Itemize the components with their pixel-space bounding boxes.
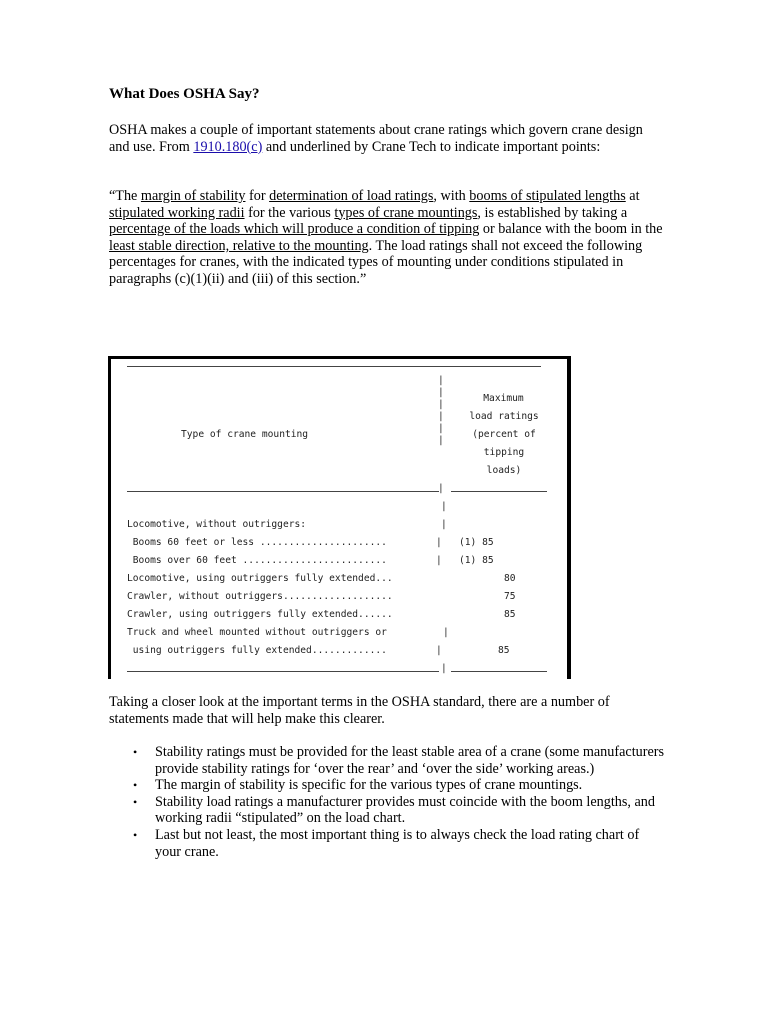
quote-underlined-term: determination of load ratings [269,188,434,204]
bullet-icon: • [133,745,138,759]
quote-text: , with [433,188,470,204]
table-rule [127,366,541,367]
column-header-ratings-line: tipping [483,447,525,458]
table-row-value: 85 [504,609,516,620]
bullet-icon: • [133,794,138,809]
table-row-value: 85 [498,645,510,656]
column-separator: | [436,645,442,656]
column-separator: | | | | | | [438,375,444,446]
page-title: What Does OSHA Say? [109,86,260,102]
load-rating-table [108,356,571,679]
list-item-text: Stability ratings must be provided for the least stable area of a crane (some manufacturers provide stability ratings for ‘over the rear’ and ‘over the side’ working areas.) [155,744,664,777]
list-item-text: Last but not least, the most important thing is to always check the load rating chart of your crane. [155,826,640,860]
quote-underlined-term: percentage of the loads which will produce a condition of tipping [109,221,480,238]
column-header-ratings-line: loads) [486,465,522,476]
closer-paragraph: Taking a closer look at the important terms in the OSHA standard, there are a number of statements made that will help make this clearer. [109,694,610,727]
table-row-label: Booms 60 feet or less ...................... [127,537,387,548]
list-item [133,777,665,794]
list-item-text: The margin of stability is specific for the various types of crane mountings. [155,777,583,794]
list-item [133,744,665,777]
osha-quote-paragraph [109,188,664,288]
quote-text: at [625,188,640,204]
column-header-ratings-line: Maximum [483,393,524,404]
column-separator: | [436,537,442,548]
table-row-label: Truck and wheel mounted without outriggers or [127,627,387,638]
quote-text: or balance with the boom in the [479,221,663,238]
column-header-ratings-line: load ratings [469,411,539,422]
intro-text-after-link: and underlined by Crane Tech to indicate important points: [262,138,601,155]
quote-underlined-term: booms of stipulated lengths [469,188,626,204]
quote-underlined-term: margin of stability [140,188,246,204]
table-rule [451,491,547,492]
table-row-value: (1) 85 [459,537,494,548]
quote-underlined-term: least stable direction, relative to the mounting [109,237,369,254]
column-separator: | [441,663,447,674]
table-row-label: Booms over 60 feet ......................... [127,555,387,566]
column-separator: | [441,519,447,530]
quote-text: for the various [244,204,335,221]
bullet-icon: • [133,827,138,842]
column-header-ratings-line: (percent of [472,429,536,440]
bullet-icon: • [133,778,138,793]
list-item [133,826,665,860]
list-item [133,793,665,827]
osha-regulation-link[interactable]: 1910.180(c) [193,138,263,155]
table-rule [127,491,439,492]
quote-text: , is established by taking a [477,204,628,221]
column-separator: | [436,555,442,566]
column-separator: | [443,627,449,638]
column-header-mounting: Type of crane mounting [181,429,309,440]
quote-underlined-term: stipulated working radii [109,204,245,221]
list-item-text: Stability load ratings a manufacturer provides must coincide with the boom lengths, and working radii “stipulated” on the load chart. [155,793,655,827]
quote-text: . The load ratings shall not exceed the following percentages for cranes, with the indicated types of mounting under conditions stipulated in paragraphs (c)(1)(ii) and (iii) of this section.” [109,237,643,287]
table-row-label: Locomotive, without outriggers: [127,519,307,530]
table-row-value: 80 [504,573,516,584]
table-row-label: using outriggers fully extended............. [127,645,387,656]
table-row-label: Crawler, using outriggers fully extended...... [127,609,393,620]
column-separator: | [441,501,447,512]
table-row-value: 75 [504,591,516,602]
intro-paragraph [109,122,664,155]
table-rule [127,671,439,672]
table-rule [451,671,547,672]
quote-text: “The [109,188,141,204]
quote-underlined-term: types of crane mountings [334,204,478,221]
table-row-label: Locomotive, using outriggers fully extended... [127,573,393,584]
table-row-label: Crawler, without outriggers................... [127,591,393,602]
key-points-list [133,744,665,860]
intro-text-before-link: OSHA makes a couple of important statements about crane ratings which govern crane design and use. From [109,122,643,155]
column-separator: | [438,483,444,494]
table-row-value: (1) 85 [459,555,494,566]
quote-text: for [245,188,270,204]
